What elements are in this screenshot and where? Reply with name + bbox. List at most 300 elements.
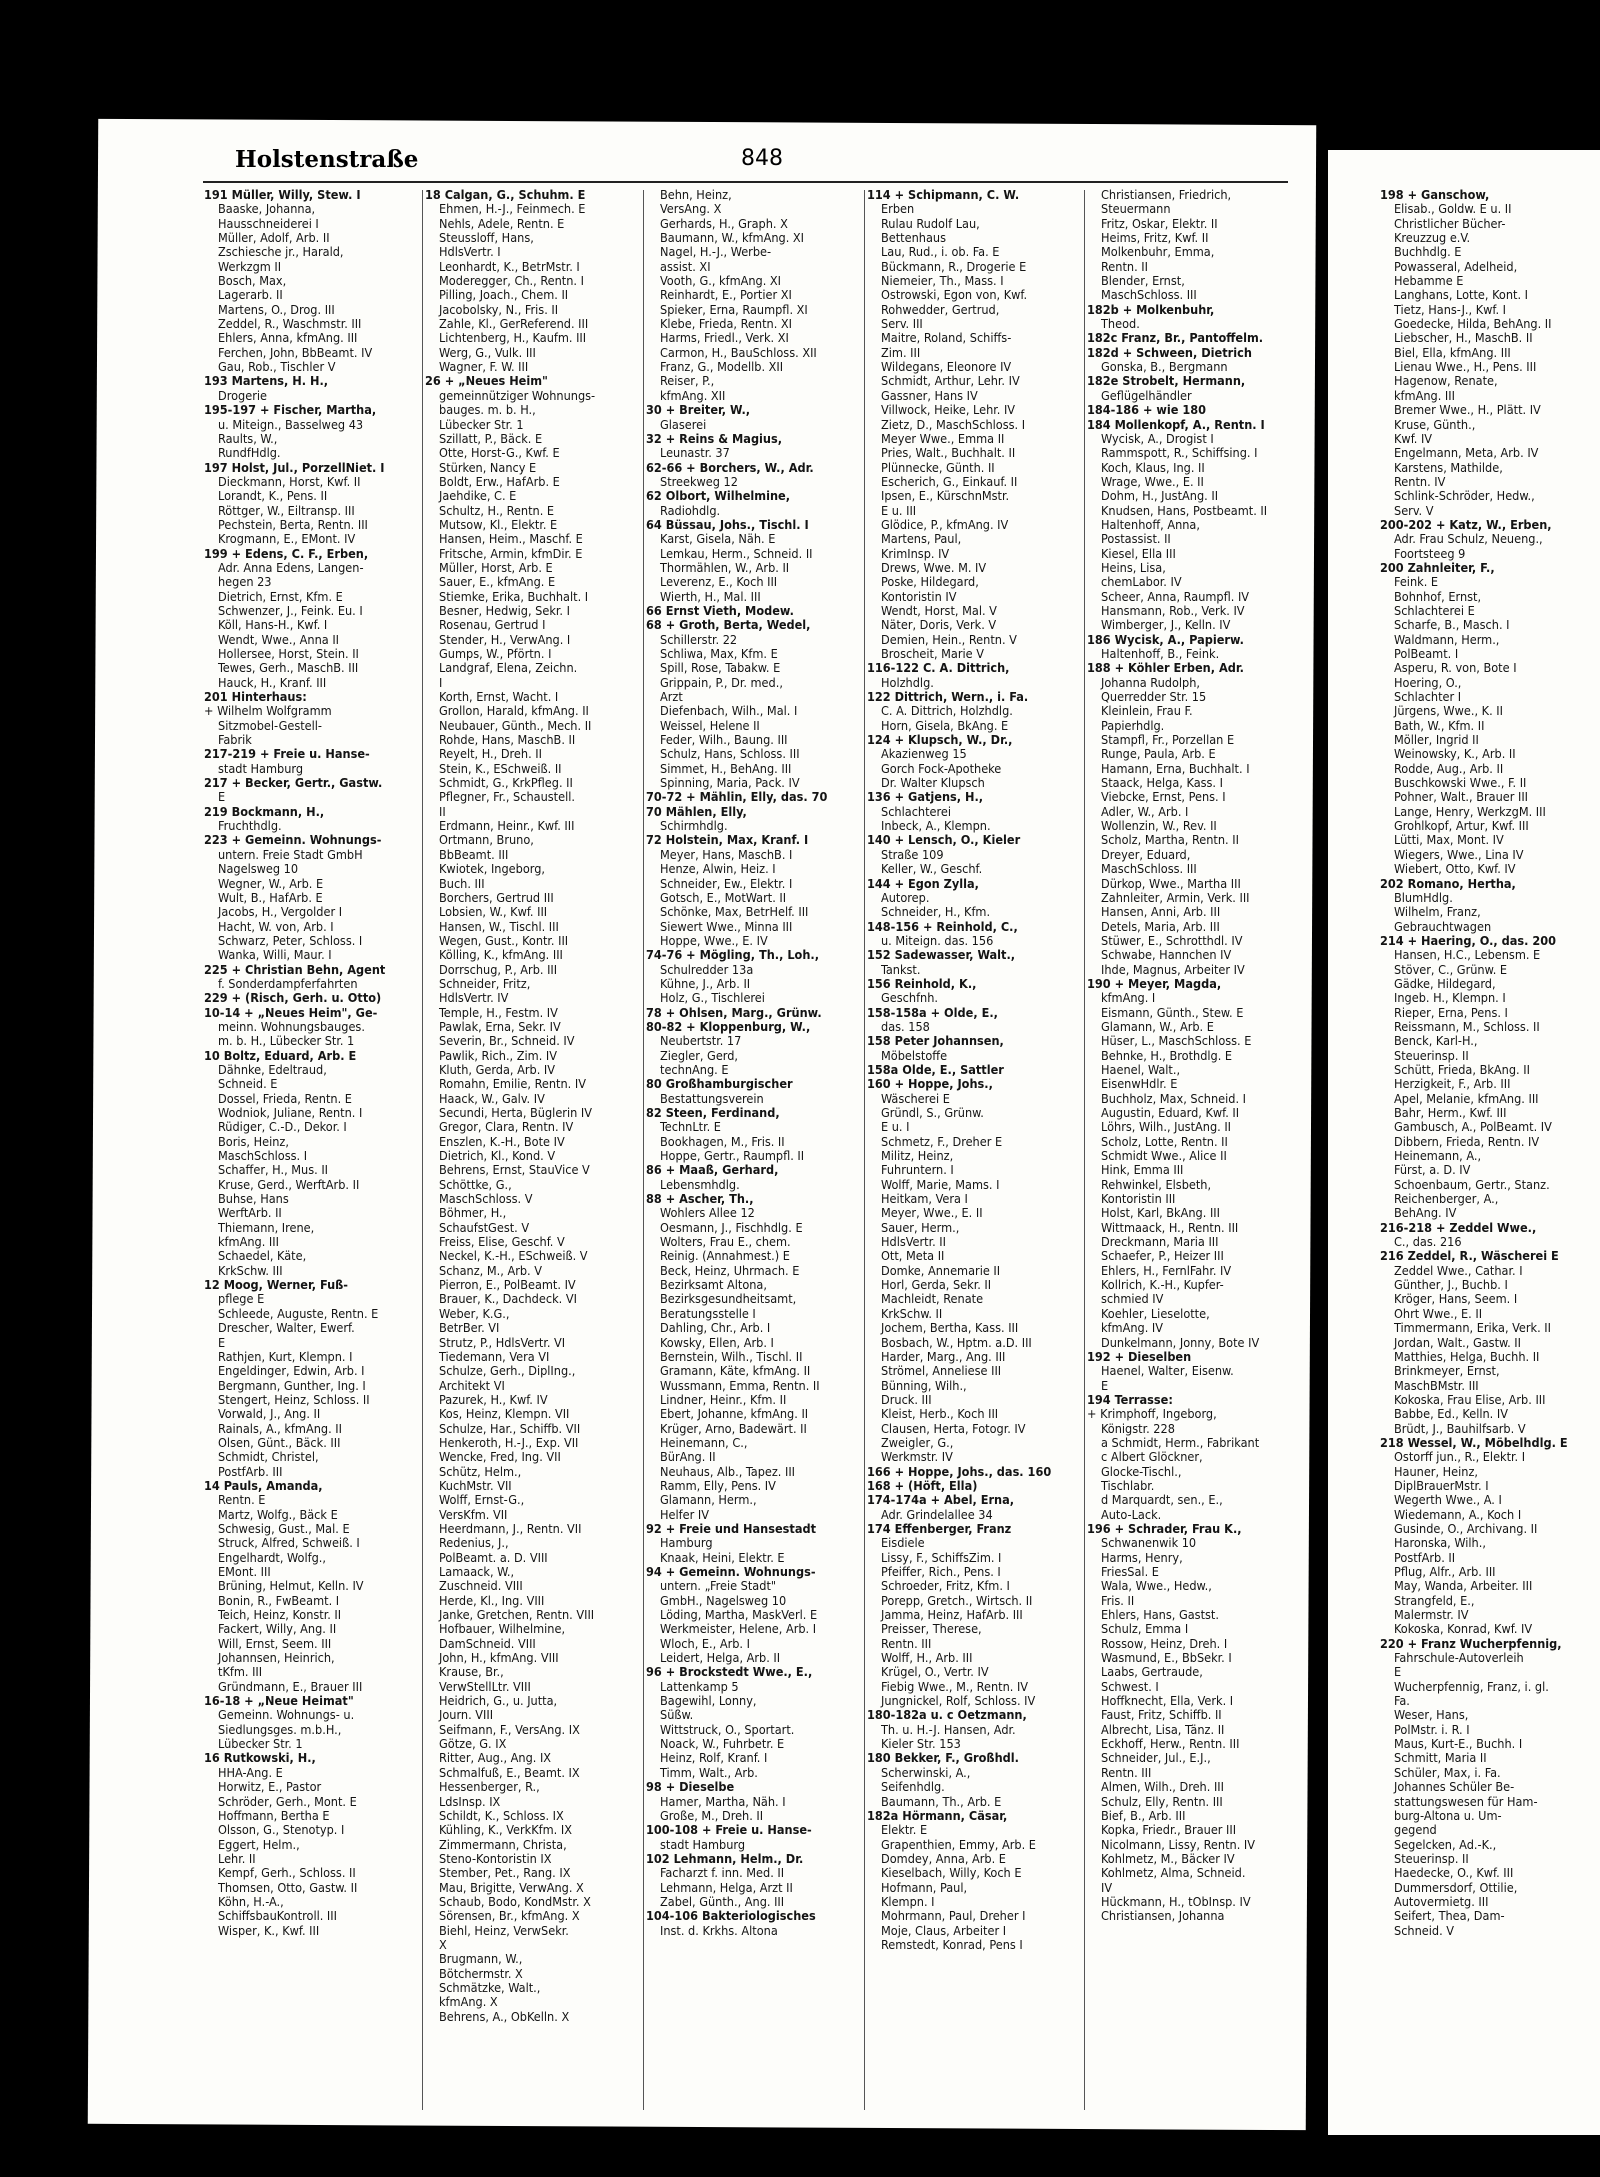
directory-entry: Haronska, Wilh.,	[1394, 1536, 1486, 1551]
directory-entry: Schmidt, Christel,	[218, 1450, 319, 1465]
directory-entry: Jochem, Bertha, Kass. III	[881, 1321, 1019, 1336]
directory-column-4	[867, 188, 1080, 2118]
directory-entry: Rehwinkel, Elsbeth,	[1101, 1177, 1212, 1192]
directory-entry: Grippain, P., Dr. med.,	[660, 675, 783, 690]
directory-entry: Jaehdike, C. E	[439, 489, 517, 504]
directory-entry: Kluth, Gerda, Arb. IV	[439, 1062, 555, 1077]
directory-entry: Schmidt, G., KrkPfleg. II	[439, 776, 573, 791]
directory-entry: Möller, Ingrid II	[1394, 733, 1479, 748]
directory-entry: Pohner, Walt., Brauer III	[1394, 790, 1529, 805]
directory-entry: Wierth, H., Mal. III	[660, 589, 761, 604]
directory-entry: Pflegner, Fr., Schaustell.	[439, 790, 575, 805]
directory-entry: Köhn, H.-A.,	[218, 1894, 284, 1909]
directory-entry: Rüdiger, C.-D., Dekor. I	[218, 1120, 347, 1135]
directory-entry: Drogerie	[218, 388, 267, 403]
directory-entry: Hofmann, Paul,	[881, 1880, 968, 1895]
directory-entry: Schröder, Gerh., Mont. E	[218, 1794, 357, 1809]
directory-entry: Neubertstr. 17	[660, 1034, 742, 1049]
directory-entry: Oesmann, J., Fischhdlg. E	[660, 1220, 803, 1235]
directory-entry: Elektr. E	[881, 1823, 928, 1838]
directory-entry: 92 + Freie und Hansestadt	[646, 1521, 817, 1536]
directory-entry: Goedecke, Hilda, BehAng. II	[1394, 317, 1552, 332]
directory-entry: Kontoristin IV	[881, 589, 957, 604]
directory-entry: Reinig. (Annahmest.) E	[660, 1249, 790, 1264]
directory-entry: X	[439, 1937, 447, 1952]
directory-entry: Wasmund, E., BbSekr. I	[1101, 1651, 1232, 1666]
directory-entry: Jacobolsky, N., Fris. II	[439, 302, 559, 317]
directory-entry: Weser, Hans,	[1394, 1708, 1469, 1723]
directory-entry: Stengert, Heinz, Schloss. II	[218, 1392, 370, 1407]
directory-entry: Geflügelhändler	[1101, 388, 1192, 403]
directory-entry: m. b. H., Lübecker Str. 1	[218, 1034, 355, 1049]
directory-entry: Lehmann, Helga, Arzt II	[660, 1880, 793, 1895]
directory-entry: Weinowsky, K., Arb. II	[1394, 747, 1516, 762]
directory-entry: Heinz, Rolf, Kranf. I	[660, 1751, 768, 1766]
directory-entry: Schlink-Schröder, Hedw.,	[1394, 489, 1535, 504]
directory-entry: 88 + Ascher, Th.,	[646, 1192, 754, 1207]
directory-entry: Henkeroth, H.-J., Exp. VII	[439, 1435, 579, 1450]
directory-entry: 182e Strobelt, Hermann,	[1087, 374, 1246, 389]
directory-entry: Carmon, H., BauSchloss. XII	[660, 345, 817, 360]
directory-entry: Tiedemann, Vera VI	[439, 1349, 550, 1364]
directory-entry: E	[1101, 1378, 1109, 1393]
directory-entry: Gerhards, H., Graph. X	[660, 216, 788, 231]
directory-entry: Hebamme E	[1394, 274, 1464, 289]
directory-entry: Laabs, Gertraude,	[1101, 1665, 1203, 1680]
directory-entry: 116-122 C. A. Dittrich,	[867, 661, 1010, 676]
directory-entry: 193 Martens, H. H.,	[204, 374, 329, 389]
directory-entry: 80 Großhamburgischer	[646, 1077, 793, 1092]
directory-entry: Schulze, Gerh., DiplIng.,	[439, 1364, 576, 1379]
directory-entry: Eckhoff, Herw., Rentn. III	[1101, 1737, 1240, 1752]
directory-entry: VersAng. X	[660, 202, 722, 217]
directory-entry: Diefenbach, Wilh., Mal. I	[660, 704, 798, 719]
directory-entry: Redenius, J.,	[439, 1536, 509, 1551]
directory-entry: Kölling, K., kfmAng. III	[439, 948, 563, 963]
directory-entry: stattungswesen für Ham-	[1394, 1794, 1538, 1809]
directory-entry: 194 Terrasse:	[1087, 1392, 1173, 1407]
directory-entry: Schmalfuß, E., Beamt. IX	[439, 1765, 580, 1780]
directory-entry: 174-174a + Abel, Erna,	[867, 1493, 1015, 1508]
directory-entry: Weber, K.G.,	[439, 1306, 510, 1321]
directory-entry: untern. Freie Stadt GmbH	[218, 847, 363, 862]
directory-entry: Auto-Lack.	[1101, 1507, 1162, 1522]
directory-entry: Lebensmhdlg.	[660, 1177, 740, 1192]
directory-entry: schmied IV	[1101, 1292, 1164, 1307]
directory-entry: Ramm, Elly, Pens. IV	[660, 1478, 776, 1493]
directory-entry: Papierhdlg.	[1101, 718, 1165, 733]
directory-entry: Mutsow, Kl., Elektr. E	[439, 517, 558, 532]
directory-entry: Bief, B., Arb. III	[1101, 1808, 1186, 1823]
directory-entry: KrkSchw. II	[881, 1306, 943, 1321]
directory-entry: Lütti, Max, Mont. IV	[1394, 833, 1504, 848]
directory-entry: Leunastr. 37	[660, 446, 730, 461]
directory-entry: Schüler, Max, i. Fa.	[1394, 1765, 1501, 1780]
directory-entry: Arzt	[660, 690, 683, 705]
directory-entry: Jamma, Heinz, HafArb. III	[881, 1608, 1023, 1623]
directory-entry: Werkmstr. IV	[881, 1450, 953, 1465]
directory-entry: Pflug, Alfr., Arb. III	[1394, 1565, 1496, 1579]
directory-entry: Gründl, S., Grünw.	[881, 1106, 984, 1120]
directory-entry: Schulz, Emma I	[1101, 1622, 1189, 1637]
directory-entry: Glaserei	[660, 417, 707, 432]
directory-entry: Rentn. III	[881, 1636, 932, 1651]
directory-entry: Christlicher Bücher-	[1394, 216, 1506, 231]
directory-entry: Pawlak, Erna, Sekr. IV	[439, 1019, 561, 1034]
directory-entry: Scherwinski, A.,	[881, 1765, 971, 1780]
directory-entry: Maus, Kurt-E., Buchh. I	[1394, 1737, 1523, 1752]
directory-entry: Wendt, Wwe., Anna II	[218, 632, 340, 647]
directory-entry: 186 Wycisk, A., Papierw.	[1087, 632, 1244, 647]
directory-entry: 62 Olbort, Wilhelmine,	[646, 489, 791, 504]
directory-entry: Johanna Rudolph,	[1101, 675, 1201, 690]
directory-entry: Reiser, P.,	[660, 374, 715, 389]
directory-entry: Klebe, Frieda, Rentn. XI	[660, 317, 792, 332]
directory-entry: May, Wanda, Arbeiter. III	[1394, 1579, 1533, 1594]
directory-entry: Zweigler, G.,	[881, 1435, 954, 1450]
directory-entry: E	[1394, 1665, 1402, 1680]
directory-entry: Knaak, Heini, Elektr. E	[660, 1550, 785, 1565]
directory-entry: Buch. III	[439, 876, 485, 891]
directory-entry: Glocke-Tischl.,	[1101, 1464, 1182, 1479]
directory-entry: Albrecht, Lisa, Tänz. II	[1101, 1722, 1225, 1737]
directory-entry: Reichenberger, A.,	[1394, 1192, 1499, 1207]
directory-entry: Glödice, P., kfmAng. IV	[881, 517, 1009, 532]
directory-entry: Dunkelmann, Jonny, Bote IV	[1101, 1335, 1260, 1350]
directory-entry: Enszlen, K.-H., Bote IV	[439, 1134, 565, 1149]
directory-entry: Krüger, Arno, Badewärt. II	[660, 1421, 807, 1436]
directory-entry: Machleidt, Renate	[881, 1292, 984, 1307]
directory-entry: DamSchneid. VIII	[439, 1636, 536, 1651]
directory-entry: Schneider, Fritz,	[439, 976, 531, 991]
directory-entry: Wussmann, Emma, Rentn. II	[660, 1378, 820, 1393]
directory-entry: Liebscher, H., MaschB. II	[1394, 331, 1533, 346]
directory-entry: Schlachter I	[1394, 690, 1462, 705]
directory-entry: Haack, W., Galv. IV	[439, 1091, 545, 1106]
directory-entry: Domke, Annemarie II	[881, 1263, 1001, 1278]
directory-entry: 174 Effenberger, Franz	[867, 1521, 1012, 1536]
directory-entry: Ohrt Wwe., E. II	[1394, 1306, 1483, 1321]
directory-entry: Schneider, H., Kfm.	[881, 905, 991, 920]
directory-entry: Bezirksgesundheitsamt,	[660, 1292, 797, 1307]
directory-entry: Schwarz, Peter, Schloss. I	[218, 933, 363, 948]
directory-entry: Autorep.	[881, 890, 930, 905]
directory-entry: 64 Büssau, Johs., Tischl. I	[646, 517, 809, 532]
directory-entry: Harms, Friedl., Verk. XI	[660, 331, 789, 346]
directory-entry: Schmätzke, Walt.,	[439, 1980, 541, 1995]
directory-entry: Gramann, Käte, kfmAng. II	[660, 1364, 811, 1379]
directory-entry: Gädke, Hildegard,	[1394, 976, 1496, 991]
directory-entry: Ehlers, H., FernlFahr. IV	[1101, 1263, 1232, 1278]
directory-entry: Thiemann, Irene,	[218, 1220, 315, 1235]
directory-entry: Haltenhoff, Anna,	[1101, 517, 1200, 532]
directory-entry: Jacobs, H., Vergolder I	[218, 905, 343, 920]
directory-entry: Foortsteeg 9	[1394, 546, 1466, 561]
directory-entry: Stember, Pet., Rang. IX	[439, 1866, 571, 1881]
directory-entry: Schulz, Elly, Rentn. III	[1101, 1794, 1223, 1809]
directory-entry: Dr. Walter Klupsch	[881, 776, 985, 791]
directory-entry: II	[439, 804, 446, 819]
directory-entry: 216 Zeddel, R., Wäscherei E	[1380, 1249, 1559, 1264]
directory-entry: 182c Franz, Br., Pantoffelm.	[1087, 331, 1264, 346]
directory-entry: Ehlers, Anna, kfmAng. III	[218, 331, 358, 346]
directory-entry: Dorrschug, P., Arb. III	[439, 962, 558, 977]
directory-entry: Wisper, K., Kwf. III	[218, 1923, 320, 1938]
directory-entry: Hauck, H., Kranf. III	[218, 675, 327, 690]
directory-entry: Helfer IV	[660, 1507, 709, 1522]
directory-entry: BetrBer. VI	[439, 1321, 500, 1336]
directory-entry: Siedlungsges. m.b.H.,	[218, 1722, 342, 1737]
directory-entry: Pawlik, Rich., Zim. IV	[439, 1048, 557, 1063]
directory-entry: Schaefer, P., Heizer III	[1101, 1249, 1224, 1264]
directory-entry: Kleinlein, Frau F.	[1101, 704, 1193, 719]
directory-entry: Rammspott, R., Schiffsing. I	[1101, 446, 1258, 461]
directory-entry: Postassist. II	[1101, 532, 1171, 547]
directory-entry: Heims, Fritz, Kwf. II	[1101, 231, 1209, 246]
directory-entry: Drews, Wwe. M. IV	[881, 560, 987, 575]
directory-entry: Stiemke, Erika, Buchhalt. I	[439, 589, 589, 604]
directory-entry: Hoering, O.,	[1394, 675, 1462, 690]
directory-entry: Rodde, Aug., Arb. II	[1394, 761, 1504, 776]
directory-entry: Stein, K., ESchweiß. II	[439, 761, 562, 776]
directory-entry: Seifert, Thea, Dam-	[1394, 1909, 1505, 1924]
directory-entry: Serv. III	[881, 317, 923, 332]
directory-entry: Kowsky, Ellen, Arb. I	[660, 1335, 774, 1350]
directory-entry: 14 Pauls, Amanda,	[204, 1478, 323, 1493]
directory-entry: Hauner, Heinz,	[1394, 1464, 1479, 1479]
directory-entry: Dähnke, Edeltraud,	[218, 1062, 327, 1077]
directory-entry: Glamann, Herm.,	[660, 1493, 757, 1508]
directory-entry: Teich, Heinz, Konstr. II	[218, 1608, 342, 1623]
directory-entry: Wendt, Horst, Mal. V	[881, 603, 997, 618]
directory-entry: 202 Romano, Hertha,	[1380, 876, 1516, 891]
directory-entry: Rohwedder, Gertrud,	[881, 302, 1000, 317]
directory-entry: Segelcken, Ad.-K.,	[1394, 1837, 1497, 1852]
directory-entry: BbBeamt. III	[439, 847, 509, 862]
directory-entry: Haenel, Walt.,	[1101, 1062, 1181, 1077]
directory-entry: Kleist, Herb., Koch III	[881, 1407, 999, 1422]
directory-entry: Weissel, Helene II	[660, 718, 760, 733]
directory-entry: Boris, Heinz,	[218, 1134, 289, 1149]
directory-entry: Scheer, Anna, Raumpfl. IV	[1101, 589, 1250, 604]
directory-entry: Hollersee, Horst, Stein. II	[218, 647, 359, 661]
directory-entry: Schanz, M., Arb. V	[439, 1263, 542, 1278]
directory-entry: Behrens, Ernst, StauVice V	[439, 1163, 590, 1178]
directory-entry: Inst. d. Krkhs. Altona	[660, 1923, 778, 1938]
directory-entry: 218 Wessel, W., Möbelhdlg. E	[1380, 1435, 1568, 1450]
directory-entry: Pfeiffer, Rich., Pens. I	[881, 1565, 1001, 1579]
directory-entry: Horwitz, E., Pastor	[218, 1780, 322, 1795]
directory-entry: Neckel, K.-H., ESchweiß. V	[439, 1249, 588, 1264]
directory-entry: Dahling, Chr., Arb. I	[660, 1321, 771, 1336]
directory-entry: Autovermietg. III	[1394, 1894, 1489, 1909]
directory-entry: Pierron, E., PolBeamt. IV	[439, 1278, 576, 1293]
directory-entry: Behrens, A., ObKelln. X	[439, 2009, 570, 2024]
directory-entry: Wala, Wwe., Hedw.,	[1101, 1579, 1212, 1594]
directory-entry: Ostrowski, Egon von, Kwf.	[881, 288, 1028, 303]
directory-entry: Hoppe, Gertr., Raumpfl. II	[660, 1149, 805, 1164]
directory-entry: Timmermann, Erika, Verk. II	[1394, 1321, 1551, 1336]
directory-entry: 190 + Meyer, Magda,	[1087, 976, 1222, 991]
directory-entry: Stüwer, E., Schrotthdl. IV	[1101, 933, 1243, 948]
directory-entry: Eggert, Helm.,	[218, 1837, 300, 1852]
directory-entry: Adr. Frau Schulz, Neueng.,	[1394, 532, 1543, 547]
directory-entry: Ebert, Johanne, kfmAng. II	[660, 1407, 809, 1422]
directory-entry: Haedecke, O., Kwf. III	[1394, 1866, 1514, 1881]
directory-entry: Holst, Karl, BkAng. III	[1101, 1206, 1220, 1221]
directory-entry: Gebrauchtwagen	[1394, 919, 1492, 934]
directory-entry: Steuerinsp. II	[1394, 1851, 1469, 1866]
directory-entry: Detels, Maria, Arb. III	[1101, 919, 1220, 934]
directory-entry: 16-18 + „Neue Heimat"	[204, 1694, 354, 1709]
directory-entry: Zahle, Kl., GerReferend. III	[439, 317, 589, 332]
directory-entry: Scharfe, B., Masch. I	[1394, 618, 1510, 633]
directory-entry: Lattenkamp 5	[660, 1679, 739, 1694]
directory-entry: Schlachterei E	[1394, 603, 1475, 618]
directory-entry: Hoppe, Wwe., E. IV	[660, 933, 768, 948]
directory-entry: Porepp, Gretch., Wirtsch. II	[881, 1593, 1033, 1608]
directory-entry: Hansen, Heim., Maschf. E	[439, 532, 583, 547]
directory-entry: Kohlmetz, Alma, Schneid.	[1101, 1866, 1246, 1881]
directory-entry: Meyer, Wwe., E. II	[881, 1206, 983, 1221]
directory-entry: PolBeamt. I	[1394, 647, 1459, 661]
directory-entry: Vooth, G., kfmAng. XI	[660, 274, 782, 289]
directory-entry: Brugmann, W.,	[439, 1952, 523, 1967]
directory-entry: Maitre, Roland, Schiffs-	[881, 331, 1012, 346]
directory-entry: Beratungsstelle I	[660, 1306, 756, 1321]
directory-entry: Timm, Walt., Arb.	[660, 1765, 758, 1780]
directory-entry: a Schmidt, Herm., Fabrikant	[1101, 1435, 1260, 1450]
directory-entry: 82 Steen, Ferdinand,	[646, 1106, 780, 1120]
directory-entry: Demien, Hein., Rentn. V	[881, 632, 1017, 647]
directory-entry: Brinkmeyer, Ernst,	[1394, 1364, 1500, 1379]
directory-entry: Gau, Rob., Tischler V	[218, 360, 336, 375]
directory-entry: Hansen, Anni, Arb. III	[1101, 905, 1221, 920]
directory-entry: Schmitt, Maria II	[1394, 1751, 1487, 1766]
directory-entry: Brauer, K., Dachdeck. VI	[439, 1292, 577, 1307]
directory-entry: TechnLtr. E	[660, 1120, 721, 1135]
directory-entry: Dürkop, Wwe., Martha III	[1101, 876, 1241, 891]
directory-entry: Escherich, G., Einkauf. II	[881, 474, 1018, 489]
directory-entry: Thomsen, Otto, Gastw. II	[218, 1880, 358, 1895]
directory-entry: kfmAng. III	[218, 1235, 279, 1250]
directory-entry: Franz, G., Modellb. XII	[660, 360, 784, 375]
directory-entry: PolBeamt. a. D. VIII	[439, 1550, 548, 1565]
directory-entry: Pazurek, H., Kwf. IV	[439, 1392, 548, 1407]
directory-entry: Rathjen, Kurt, Klempn. I	[218, 1349, 353, 1364]
directory-entry: 68 + Groth, Berta, Wedel,	[646, 618, 811, 633]
directory-entry: 80-82 + Kloppenburg, W.,	[646, 1019, 811, 1034]
directory-entry: Große, M., Dreh. II	[660, 1808, 764, 1823]
directory-entry: 94 + Gemeinn. Wohnungs-	[646, 1565, 816, 1579]
directory-entry: Henze, Alwin, Heiz. I	[660, 862, 776, 877]
directory-entry: Nehls, Adele, Rentn. E	[439, 216, 565, 231]
directory-entry: Rosenau, Gertrud I	[439, 618, 546, 633]
directory-entry: Engeldinger, Edwin, Arb. I	[218, 1364, 365, 1379]
directory-entry: Schulze, Har., Schiffb. VII	[439, 1421, 581, 1436]
directory-entry: Hamann, Erna, Buchhalt. I	[1101, 761, 1250, 776]
directory-entry: Ehlers, Hans, Gastst.	[1101, 1608, 1219, 1623]
directory-entry: Pilling, Joach., Chem. II	[439, 288, 569, 303]
directory-entry: Wloch, E., Arb. I	[660, 1636, 750, 1651]
directory-entry: Hausschneiderei I	[218, 216, 319, 231]
directory-entry: Hofbauer, Wilhelmine,	[439, 1622, 566, 1637]
directory-entry: Adr. Grindelallee 34	[881, 1507, 993, 1522]
directory-entry: 219 Bockmann, H.,	[204, 804, 325, 819]
directory-entry: Bath, W., Kfm. II	[1394, 718, 1485, 733]
directory-entry: Bookhagen, M., Fris. II	[660, 1134, 785, 1149]
directory-entry: Tankst.	[881, 962, 921, 977]
directory-entry: Nicolmann, Lissy, Rentn. IV	[1101, 1837, 1255, 1852]
directory-entry: Militz, Heinz,	[881, 1149, 954, 1164]
directory-entry: 216-218 + Zeddel Wwe.,	[1380, 1220, 1537, 1235]
directory-entry: Hacht, W. von, Arb. I	[218, 919, 334, 934]
directory-entry: Plünnecke, Günth. II	[881, 460, 995, 475]
directory-entry: Leverenz, E., Koch III	[660, 575, 778, 590]
directory-entry: 104-106 Bakteriologisches	[646, 1909, 816, 1924]
directory-entry: Hink, Emma III	[1101, 1163, 1184, 1178]
directory-entry: Dibbern, Frieda, Rentn. IV	[1394, 1134, 1540, 1149]
directory-entry: assist. XI	[660, 259, 711, 274]
directory-entry: Erben	[881, 202, 915, 217]
directory-entry: bauges. m. b. H.,	[439, 403, 536, 418]
directory-entry: Adler, W., Arb. I	[1101, 804, 1189, 819]
directory-entry: Fuhruntern. I	[881, 1163, 954, 1178]
directory-entry: 180-182a u. c Oetzmann,	[867, 1708, 1027, 1723]
directory-entry: 223 + Gemeinn. Wohnungs-	[204, 833, 382, 848]
directory-entry: Schroeder, Fritz, Kfm. I	[881, 1579, 1010, 1594]
directory-entry: Bergmann, Gunther, Ing. I	[218, 1378, 366, 1393]
directory-entry: Rohde, Hans, MaschB. II	[439, 733, 576, 748]
directory-entry: Bohnhof, Ernst,	[1394, 589, 1482, 604]
directory-entry: 217 + Becker, Gertr., Gastw.	[204, 776, 383, 791]
directory-entry: Faust, Fritz, Schiffb. II	[1101, 1708, 1222, 1723]
directory-entry: 214 + Haering, O., das. 200	[1380, 933, 1557, 948]
directory-entry: Dreyer, Eduard,	[1101, 847, 1191, 862]
directory-entry: Viebcke, Ernst, Pens. I	[1101, 790, 1226, 805]
directory-entry: Matthies, Helga, Buchh. II	[1394, 1349, 1540, 1364]
directory-entry: Secundi, Herta, Büglerin IV	[439, 1106, 592, 1120]
directory-entry: 184-186 + wie 180	[1087, 403, 1207, 418]
directory-entry: Klempn. I	[881, 1894, 935, 1909]
directory-entry: 184 Mollenkopf, A., Rentn. I	[1087, 417, 1265, 432]
directory-entry: Bosbach, W., Hptm. a.D. III	[881, 1335, 1032, 1350]
directory-entry: c Albert Glöckner,	[1101, 1450, 1203, 1465]
directory-entry: 229 + (Risch, Gerh. u. Otto)	[204, 991, 382, 1006]
directory-entry: Straße 109	[881, 847, 944, 862]
directory-entry: Zietz, D., MaschSchloss. I	[881, 417, 1026, 432]
directory-entry: u. Miteign., Basselweg 43	[218, 417, 364, 432]
directory-entry: Serv. V	[1394, 503, 1434, 518]
directory-entry: 225 + Christian Behn, Agent	[204, 962, 386, 977]
directory-entry: Blender, Ernst,	[1101, 274, 1185, 289]
directory-entry: VersKfm. VII	[439, 1507, 508, 1522]
column-divider	[1084, 190, 1085, 2110]
directory-entry: Kiesel, Ella III	[1101, 546, 1176, 561]
directory-entry: Baaske, Johanna,	[218, 202, 316, 217]
directory-entry: 72 Holstein, Max, Kranf. I	[646, 833, 809, 848]
directory-entry: E u. I	[881, 1120, 910, 1135]
directory-entry: MaschSchloss. I	[218, 1149, 308, 1164]
directory-entry: PostfArb. II	[1394, 1550, 1456, 1565]
directory-entry: Stampfl, Fr., Porzellan E	[1101, 733, 1235, 748]
directory-entry: Krogmann, E., EMont. IV	[218, 532, 356, 547]
directory-entry: gemeinnütziger Wohnungs-	[439, 388, 596, 403]
directory-entry: Lindner, Heinr., Kfm. II	[660, 1392, 787, 1407]
directory-entry: 10 Boltz, Eduard, Arb. E	[204, 1048, 357, 1063]
directory-entry: Fa.	[1394, 1694, 1410, 1709]
directory-entry: Powasseral, Adelheid,	[1394, 259, 1518, 274]
